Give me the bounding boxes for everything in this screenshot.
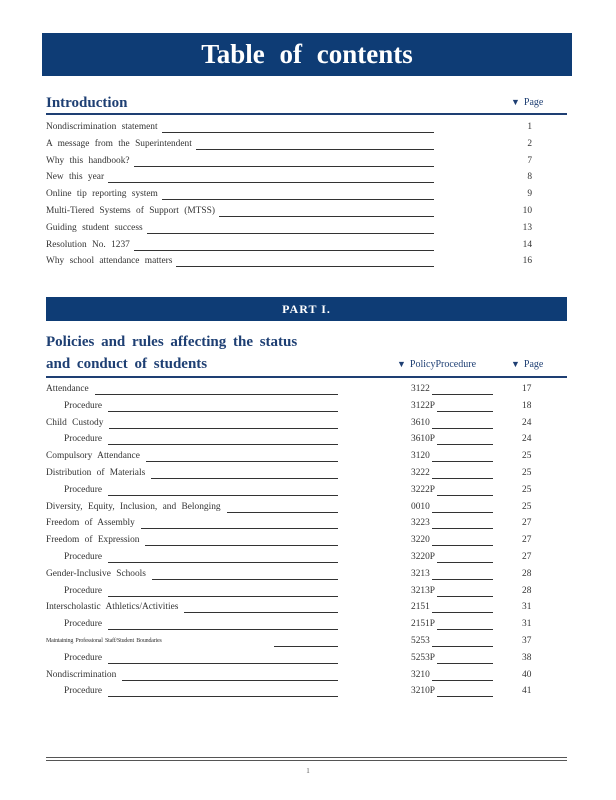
code-leader-line [432,612,493,613]
entry-page: 25 [522,451,532,462]
leader-line [95,394,338,395]
entry-page: 24 [522,417,532,428]
code-leader-line [437,444,493,445]
leader-line [219,216,434,217]
policy-code: 5253 [411,635,430,646]
code-leader-line [432,528,493,529]
policy-code: 3122P [411,400,435,411]
entry-page: 14 [522,239,532,250]
part-heading-bar: PART I. [46,297,567,321]
policy-code: 3610 [411,417,430,428]
entry-page: 8 [527,172,532,183]
document-title: Table of contents [42,33,572,76]
entry-page: 38 [522,652,532,663]
leader-line [162,199,434,200]
entry-title: Child Custody [46,417,104,428]
entry-page: 16 [522,256,532,267]
leader-line [109,428,338,429]
leader-line [108,495,338,496]
entry-page: 31 [522,619,532,630]
leader-line [274,646,338,647]
policy-code: 3222P [411,484,435,495]
code-leader-line [432,394,493,395]
leader-line [141,528,338,529]
intro-page-column-label [511,97,543,108]
leader-line [108,182,434,183]
entry-title: Maintaining Professional Staff/Student Boundaries [46,637,162,644]
toc-entry[interactable] [46,416,546,433]
entry-page: 41 [522,686,532,697]
code-leader-line [432,461,493,462]
entry-title: Procedure [64,585,103,596]
entry-page: 40 [522,669,532,680]
entry-title: Compulsory Attendance [46,451,140,462]
policy-code: 3210 [411,669,430,680]
toc-entry[interactable] [46,154,546,171]
code-leader-line [437,596,493,597]
triangle-down-icon: ▼ [397,359,406,369]
policy-code: 3220 [411,535,430,546]
part1-heading-line2: and conduct of students [46,356,208,372]
part1-page-column-label [511,359,543,370]
leader-line [152,579,338,580]
code-leader-line [437,629,493,630]
toc-subentry[interactable] [46,617,546,634]
policy-code: 3120 [411,451,430,462]
leader-line [108,562,338,563]
code-leader-line [432,512,493,513]
entry-title: Why school attendance matters [46,256,173,267]
entry-page: 25 [522,501,532,512]
entry-page: 1 [527,122,532,132]
code-leader-line [432,428,493,429]
policy-code: 0010 [411,501,430,512]
leader-line [108,663,338,664]
toc-subentry[interactable] [46,651,546,668]
leader-line [146,461,338,462]
part1-rule [46,376,567,378]
leader-line [108,629,338,630]
entry-title: Procedure [64,400,103,411]
toc-subentry[interactable] [46,550,546,567]
entry-title: Procedure [64,619,103,630]
footer-rule [46,760,567,761]
entry-page: 27 [522,518,532,529]
leader-line [145,545,338,546]
policy-code: 2151P [411,619,435,630]
policy-code: 3610P [411,434,435,445]
introduction-list [46,120,546,271]
entry-page: 28 [522,585,532,596]
entry-title: Multi-Tiered Systems of Support (MTSS) [46,205,215,216]
toc-subentry[interactable] [46,432,546,449]
toc-entry[interactable] [46,204,546,221]
leader-line [162,132,434,133]
toc-entry[interactable] [46,449,546,466]
toc-entry[interactable] [46,600,546,617]
leader-line [134,250,434,251]
entry-title: Procedure [64,484,103,495]
code-leader-line [432,545,493,546]
leader-line [108,596,338,597]
introduction-heading: Introduction [46,95,128,111]
toc-entry[interactable] [46,187,546,204]
entry-title: Nondiscrimination [46,669,117,680]
toc-entry[interactable] [46,567,546,584]
leader-line [147,233,434,234]
entry-title: Guiding student success [46,222,143,233]
code-leader-line [432,680,493,681]
policy-code: 3122 [411,384,430,394]
leader-line [134,166,434,167]
entry-page: 2 [527,138,532,149]
entry-title: Procedure [64,434,103,445]
policy-code: 2151 [411,602,430,613]
entry-title: Diversity, Equity, Inclusion, and Belonging [46,501,221,512]
toc-entry[interactable] [46,137,546,154]
toc-entry[interactable] [46,466,546,483]
policy-code: 5253P [411,652,435,663]
entry-page: 27 [522,551,532,562]
toc-entry[interactable] [46,221,546,238]
footer-rule [46,757,567,758]
entry-title: Nondiscrimination statement [46,122,158,132]
leader-line [196,149,434,150]
toc-entry[interactable] [46,254,546,271]
toc-entry[interactable] [46,533,546,550]
toc-entry[interactable] [46,516,546,533]
toc-entry[interactable] [46,170,546,187]
toc-entry[interactable] [46,634,546,651]
code-leader-line [437,696,493,697]
entry-page: 28 [522,568,532,579]
intro-page-label: Page [523,97,544,108]
toc-subentry[interactable] [46,399,546,416]
code-leader-line [437,562,493,563]
entry-title: Resolution No. 1237 [46,239,130,250]
leader-line [176,266,434,267]
leader-line [108,411,338,412]
code-leader-line [437,411,493,412]
policy-label: PolicyProcedure [409,359,477,370]
part1-page-label: Page [523,359,544,370]
entry-title: New this year [46,172,105,183]
code-leader-line [437,495,493,496]
policy-code: 3213 [411,568,430,579]
triangle-down-icon: ▼ [511,359,520,369]
entry-title: Interscholastic Athletics/Activities [46,602,179,613]
page-number: 1 [306,767,310,775]
entry-title: Why this handbook? [46,155,130,166]
policy-code: 3222 [411,467,430,478]
policy-code: 3220P [411,551,435,562]
toc-entry[interactable] [46,120,546,137]
toc-subentry[interactable] [46,584,546,601]
code-leader-line [432,579,493,580]
entry-title: Freedom of Expression [46,535,140,546]
entry-title: Gender-Inclusive Schools [46,568,146,579]
entry-page: 7 [527,155,532,166]
entry-page: 31 [522,602,532,613]
entry-title: Procedure [64,652,103,663]
leader-line [122,680,338,681]
toc-entry[interactable] [46,668,546,685]
leader-line [108,444,338,445]
entry-page: 27 [522,535,532,546]
part1-list [46,382,546,701]
policy-code: 3210P [411,686,435,697]
leader-line [227,512,338,513]
introduction-rule [46,113,567,115]
toc-subentry[interactable] [46,684,546,701]
entry-title: Online tip reporting system [46,189,158,200]
entry-title: A message from the Superintendent [46,138,192,149]
policy-code: 3223 [411,518,430,529]
entry-page: 24 [522,434,532,445]
part1-heading-line1: Policies and rules affecting the status [46,334,298,350]
code-leader-line [432,478,493,479]
leader-line [184,612,338,613]
toc-subentry[interactable] [46,483,546,500]
triangle-down-icon: ▼ [511,97,520,107]
entry-title: Attendance [46,384,89,394]
toc-entry[interactable] [46,238,546,255]
entry-page: 10 [522,205,532,216]
entry-page: 25 [522,467,532,478]
leader-line [151,478,338,479]
entry-page: 37 [522,635,532,646]
entry-title: Procedure [64,686,103,697]
entry-title: Procedure [64,551,103,562]
toc-entry[interactable] [46,382,546,399]
entry-page: 18 [522,400,532,411]
entry-page: 17 [522,384,532,394]
toc-entry[interactable] [46,500,546,517]
entry-page: 25 [522,484,532,495]
entry-page: 13 [522,222,532,233]
entry-page: 9 [527,189,532,200]
policy-column-label [397,359,476,370]
leader-line [108,696,338,697]
entry-title: Distribution of Materials [46,467,146,478]
code-leader-line [432,646,493,647]
policy-code: 3213P [411,585,435,596]
code-leader-line [437,663,493,664]
entry-title: Freedom of Assembly [46,518,135,529]
